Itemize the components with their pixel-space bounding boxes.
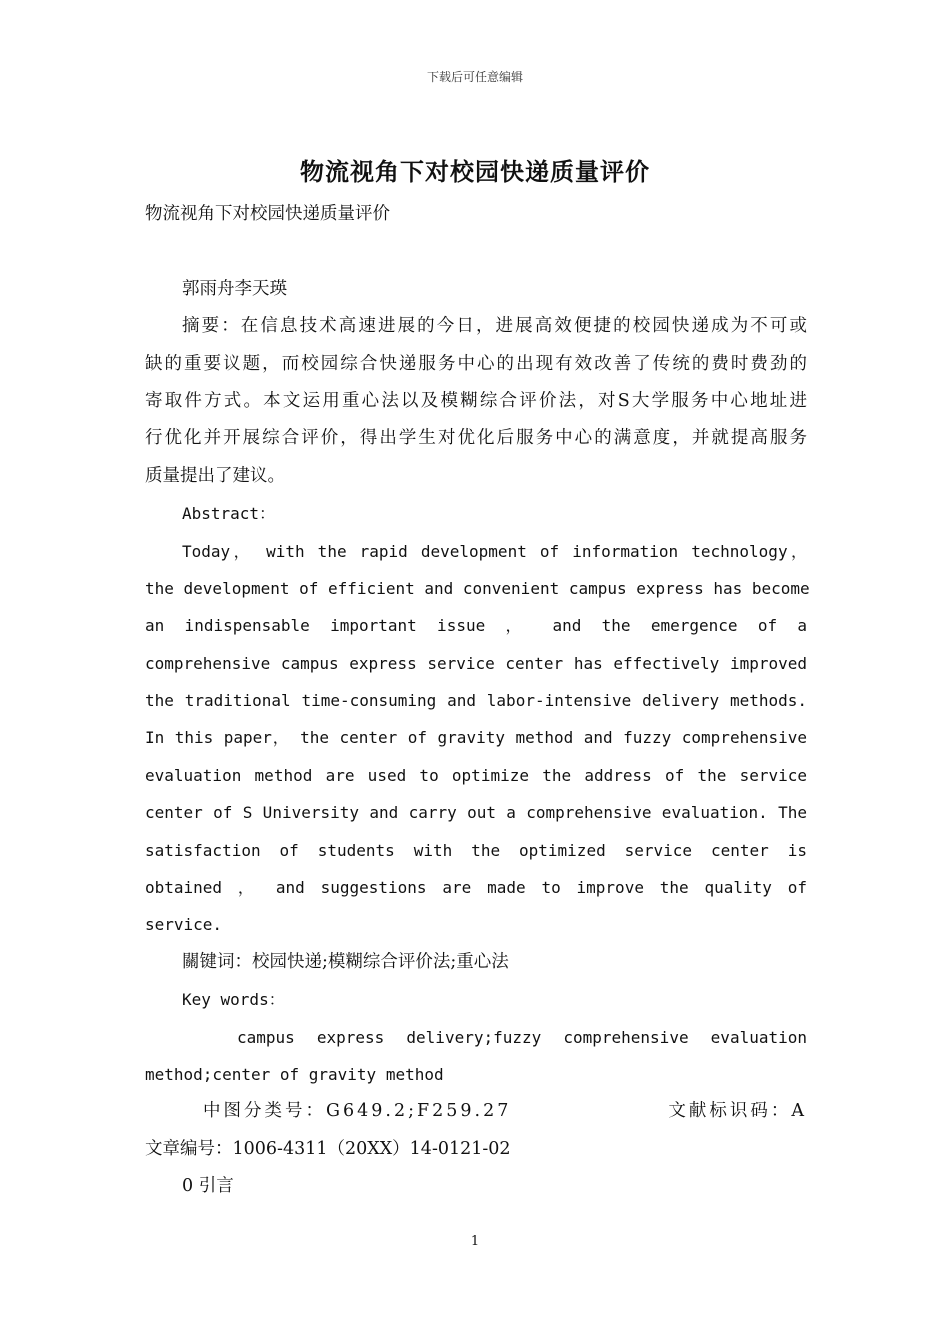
abstract-cn-line: 质量提出了建议。	[145, 465, 285, 486]
classification-line	[145, 1093, 807, 1130]
abstract-en-line: obtained ， and suggestions are made to improve the quality of	[145, 878, 808, 898]
abstract-en-line: the development of efficient and convenient campus express has become	[145, 578, 810, 598]
abstract-en-line: comprehensive campus express service center has effectively improved	[145, 653, 807, 673]
abstract-cn-line: 寄取件方式。本文运用重心法以及模糊综合评价法，对S大学服务中心地址进	[145, 390, 807, 411]
document-body	[145, 196, 810, 1206]
abstract-en-line: service.	[145, 915, 223, 935]
keywords-en-line: campus express delivery;fuzzy comprehensive evaluation	[237, 1027, 807, 1047]
section-heading: 0 引言	[182, 1176, 234, 1197]
subtitle: 物流视角下对校园快递质量评价	[145, 204, 390, 224]
authors: 郭雨舟李天瑛	[182, 278, 287, 299]
abstract-en-line: evaluation method are used to optimize the address of the service	[145, 765, 807, 785]
document-code: 文献标识码：A	[668, 1101, 807, 1122]
abstract-en-label: Abstract：	[182, 504, 276, 524]
abstract-cn-line: 行优化并开展综合评价，得出学生对优化后服务中心的满意度，并就提高服务	[145, 428, 807, 449]
abstract-cn-line: 缺的重要议题，而校园综合快递服务中心的出现有效改善了传统的费时费劲的	[145, 353, 807, 374]
header-note: 下载后可任意编辑	[426, 70, 523, 84]
abstract-en-line: the traditional time-consuming and labor-intensive delivery methods.	[145, 691, 807, 711]
classification-number: 中图分类号：G649.2;F259.27	[203, 1101, 512, 1122]
abstract-en-line: Today， with the rapid development of information technology，	[182, 541, 807, 561]
abstract-en-line: an indispensable important issue ， and the emergence of a	[145, 616, 807, 636]
page-number: 1	[470, 1234, 480, 1249]
article-number: 文章编号：1006-4311（20XX）14-0121-02	[145, 1138, 511, 1159]
abstract-cn-label: 摘要：	[182, 316, 241, 337]
abstract-en-line: In this paper， the center of gravity method and fuzzy comprehensive	[145, 728, 807, 748]
abstract-en-line: satisfaction of students with the optimized service center is	[145, 840, 807, 860]
document-title: 物流视角下对校园快递质量评价	[300, 157, 650, 186]
keywords-cn: 關键词：校园快递;模糊综合评价法;重心法	[182, 951, 509, 972]
abstract-en-line: center of S University and carry out a comprehensive evaluation. The	[145, 803, 807, 823]
keywords-en-line: method;center of gravity method	[145, 1064, 444, 1084]
keywords-en-label: Key words：	[182, 990, 285, 1010]
abstract-cn-line: 摘要：在信息技术高速进展的今日，进展高效便捷的校园快递成为不可或	[182, 316, 808, 337]
